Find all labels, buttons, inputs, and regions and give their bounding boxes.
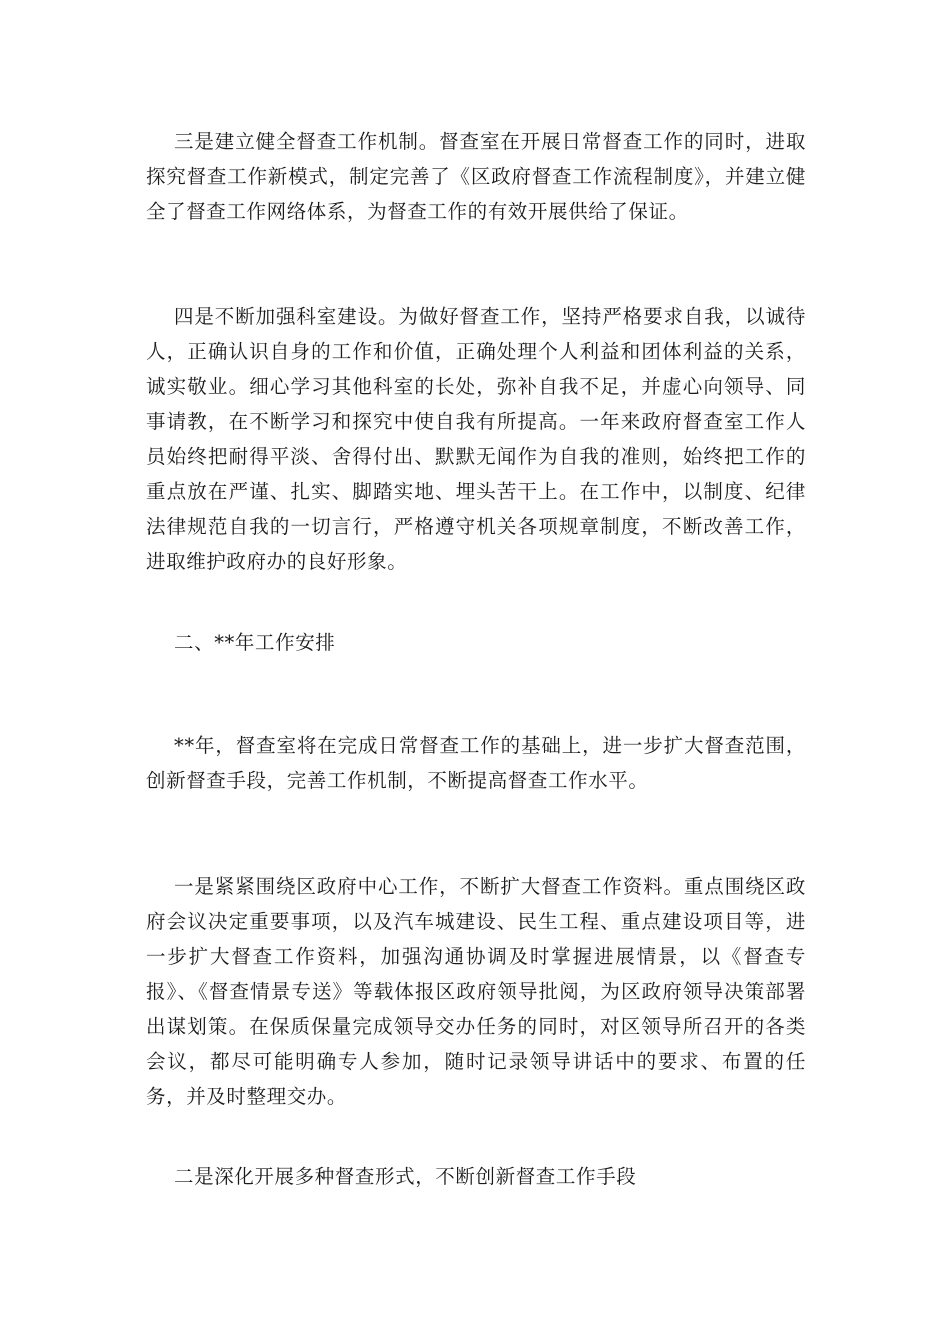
paragraph-plan-overview: **年，督查室将在完成日常督查工作的基础上，进一步扩大督查范围，创新督查手段，完善工作机制，不断提高督查工作水平。 xyxy=(146,734,806,792)
paragraph-supervision-mechanism: 三是建立健全督查工作机制。督查室在开展日常督查工作的同时，进取探究督查工作新模式，制定完善了《区政府督查工作流程制度》，并建立健全了督查工作网络体系，为督查工作的有效开展供给了保证。 xyxy=(146,130,806,223)
paragraph-diverse-supervision: 二是深化开展多种督查形式，不断创新督查工作手段 xyxy=(174,1165,637,1188)
paragraph-focus-central-work: 一是紧紧围绕区政府中心工作，不断扩大督查工作资料。重点围绕区政府会议决定重要事项，以及汽车城建设、民生工程、重点建设项目等，进一步扩大督查工作资料，加强沟通协调及时掌握进展情景，以《督查专报》、《督查情景专送》等载体报区政府领导批阅，为区政府领导决策部署出谋划策。在保质保量完成领导交办任务的同时，对区领导所召开的各类会议，都尽可能明确专人参加，随时记录领导讲话中的要求、布置的任务，并及时整理交办。 xyxy=(146,875,806,1108)
paragraph-office-construction: 四是不断加强科室建设。为做好督查工作，坚持严格要求自我，以诚待人，正确认识自身的工作和价值，正确处理个人利益和团体利益的关系，诚实敬业。细心学习其他科室的长处，弥补自我不足，并虚心向领导、同事请教，在不断学习和探究中使自我有所提高。一年来政府督查室工作人员始终把耐得平淡、舍得付出、默默无闻作为自我的准则，始终把工作的重点放在严谨、扎实、脚踏实地、埋头苦干上。在工作中，以制度、纪律法律规范自我的一切言行，严格遵守机关各项规章制度，不断改善工作，进取维护政府办的良好形象。 xyxy=(146,305,806,573)
section-heading-work-plan: 二、**年工作安排 xyxy=(174,631,336,654)
